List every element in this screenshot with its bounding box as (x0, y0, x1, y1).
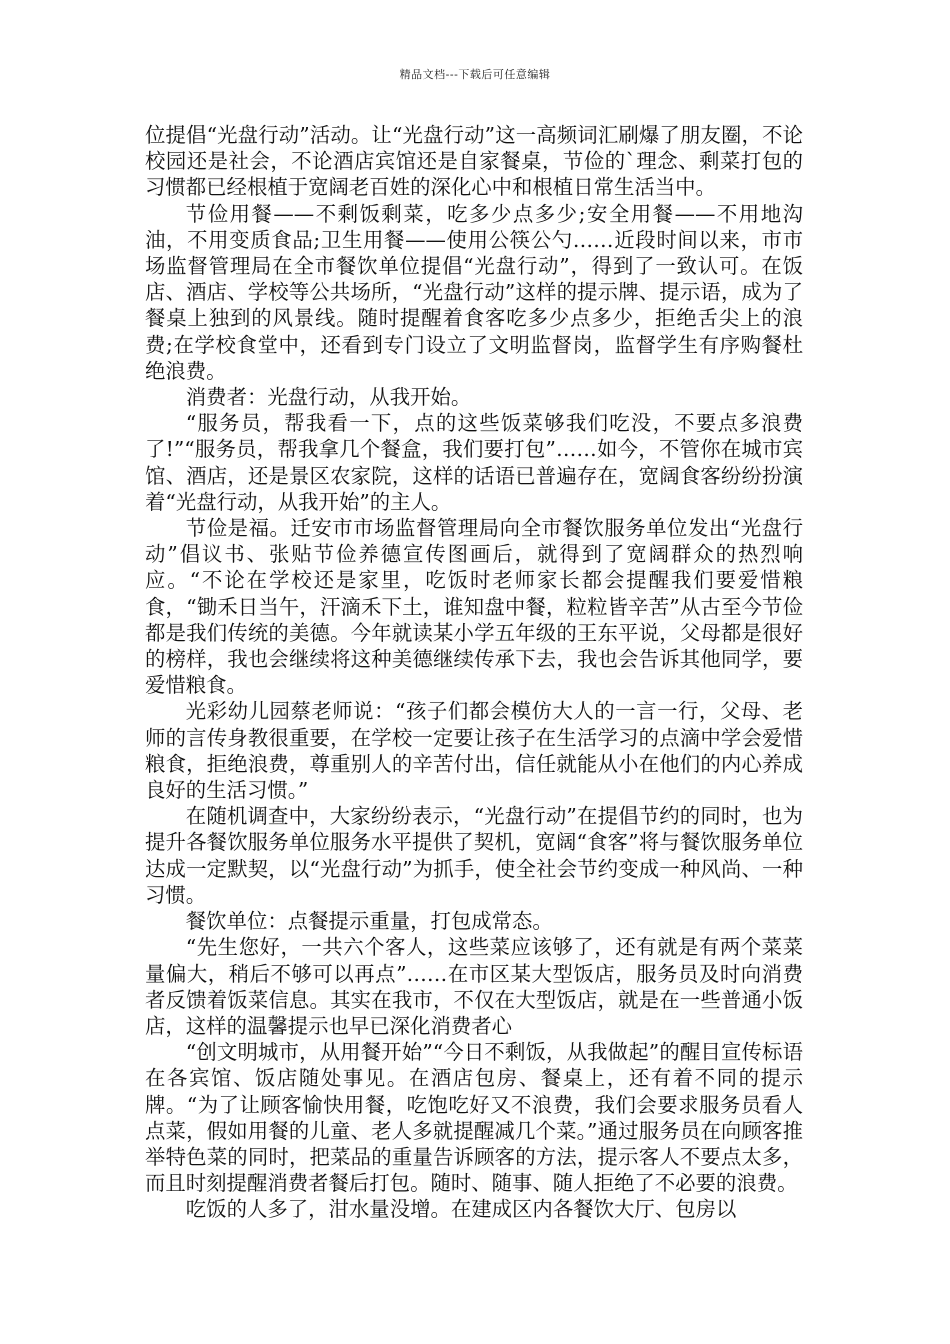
paragraph: “先生您好，一共六个客人，这些菜应该够了，还有就是有两个菜菜量偏大，稍后不够可以再点”……在市区某大型饭店，服务员及时向消费者反馈着饭菜信息。其实在我市，不仅在大型饭店，就是在一些普通小饭店，这样的温馨提示也早已深化消费者心 (145, 935, 803, 1038)
section-heading: 餐饮单位：点餐提示重量，打包成常态。 (185, 909, 553, 934)
paragraph: 在随机调查中，大家纷纷表示，“光盘行动”在提倡节约的同时，也为提升各餐饮服务单位服务水平提供了契机，宽阔“食客”将与餐饮服务单位达成一定默契，以“光盘行动”为抓手，使全社会节约变成一种风尚、一种习惯。 (145, 804, 803, 907)
paragraph: 节俭用餐——不剩饭剩菜，吃多少点多少;安全用餐——不用地沟油，不用变质食品;卫生用餐——使用公筷公勺……近段时间以来，市市场监督管理局在全市餐饮单位提倡“光盘行动”，得到了一致认可。在饭店、酒店、学校等公共场所，“光盘行动”这样的提示牌、提示语，成为了餐桌上独到的风景线。随时提醒着食客吃多少点多少，拒绝舌尖上的浪费;在学校食堂中，还看到专门设立了文明监督岗，监督学生有序购餐杜绝浪费。 (145, 201, 803, 383)
paragraph: 位提倡“光盘行动”活动。让“光盘行动”这一高频词汇刷爆了朋友圈，不论校园还是社会，不论酒店宾馆还是自家餐桌，节俭的`理念、剩菜打包的习惯都已经根植于宽阔老百姓的深化心中和根植日常生活当中。 (145, 123, 803, 200)
paragraph: 节俭是福。迁安市市场监督管理局向全市餐饮服务单位发出“光盘行动”倡议书、张贴节俭养德宣传图画后，就得到了宽阔群众的热烈响应。“不论在学校还是家里，吃饭时老师家长都会提醒我们要爱惜粮食，“锄禾日当午，汗滴禾下土，谁知盘中餐，粒粒皆辛苦”从古至今节俭都是我们传统的美德。今年就读某小学五年级的王东平说，父母都是很好的榜样，我也会继续将这种美德继续传承下去，我也会告诉其他同学，要爱惜粮食。 (145, 516, 803, 698)
paragraph: 光彩幼儿园蔡老师说：“孩子们都会模仿大人的一言一行，父母、老师的言传身教很重要，在学校一定要让孩子在生活学习的点滴中学会爱惜粮食，拒绝浪费，尊重别人的辛苦付出，信任就能从小在他们的内心养成良好的生活习惯。” (145, 699, 803, 803)
page-header: 精品文档---下载后可任意编辑 (399, 68, 551, 81)
paragraph: “服务员，帮我看一下，点的这些饭菜够我们吃没，不要点多浪费了!”“服务员，帮我拿几个餐盒，我们要打包”……如今，不管你在城市宾馆、酒店，还是景区农家院，这样的话语已普遍存在，宽阔食客纷纷扮演着“光盘行动，从我开始”的主人。 (145, 411, 803, 514)
paragraph: 吃饭的人多了，泔水量没增。在建成区内各餐饮大厅、包房以 (185, 1197, 737, 1222)
document-body (145, 122, 803, 1223)
paragraph: “创文明城市，从用餐开始”“今日不剩饭，从我做起”的醒目宣传标语在各宾馆、饭店随处事见。在酒店包房、餐桌上，还有着不同的提示牌。“为了让顾客愉快用餐，吃饱吃好又不浪费，我们会要求服务员看人点菜，假如用餐的儿童、老人多就提醒减几个菜。”通过服务员在向顾客推举特色菜的同时，把菜品的重量告诉顾客的方法，提示客人不要点太多，而且时刻提醒消费者餐后打包。随时、随事、随人拒绝了不必要的浪费。 (145, 1040, 803, 1196)
section-heading: 消费者：光盘行动，从我开始。 (185, 385, 472, 410)
